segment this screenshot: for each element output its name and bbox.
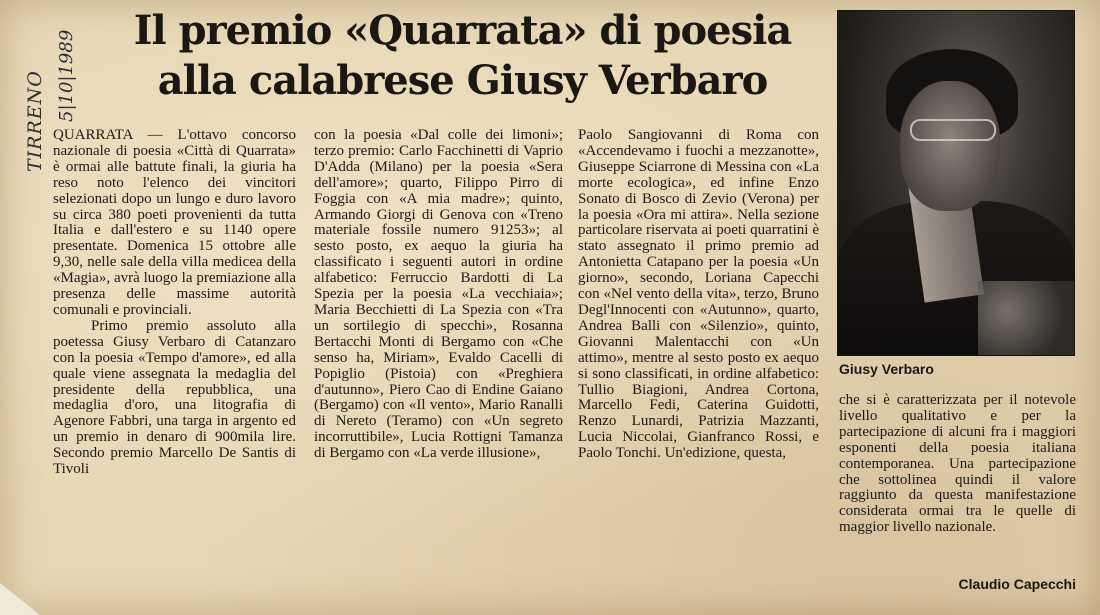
article-column-1 bbox=[53, 128, 296, 608]
photo-face bbox=[900, 81, 1000, 211]
headline-line-2: alla calabrese Giusy Verbaro bbox=[157, 57, 768, 104]
headline-line-1: Il premio «Quarrata» di poesia bbox=[133, 7, 792, 54]
photo-glasses bbox=[910, 119, 996, 141]
torn-corner bbox=[0, 583, 40, 615]
article-headline bbox=[100, 6, 825, 114]
column-3-text: Paolo Sangiovanni di Roma con «Accendevamo i fuochi a mezzanotte», Giuseppe Sciarrone di Messina con «La morte ecologica», ed infine Enzo Sonato di Bosco di Zevio (Verona) per la poesia «Ora mi attira». Nella sezione particolare riservata ai poeti quarratini è stato assegnato il primo premio ad Antonietta Catapano per la poesia «Un giorno», secondo, Loriana Capecchi con «Nel vento della vita», terzo, Bruno Degl'Innocenti con «Autunno», quarto, Andrea Balli con «Silenzio», quinto, Giovanni Malentacchi con «Un attimo», mentre al sesto posto ex aequo si sono classificati, in ordine alfabetico: Tullio Biagioni, Andrea Cortona, Marcello Fedi, Caterina Guidotti, Renzo Lunardi, Patrizia Mazzanti, Lucia Niccolai, Gianfranco Rossi, e Paolo Tonchi. Un'edizione, questa, bbox=[578, 127, 819, 462]
article-column-2 bbox=[314, 128, 563, 608]
article-column-3 bbox=[578, 128, 819, 608]
photo-flowers bbox=[978, 281, 1075, 356]
author-byline: Claudio Capecchi bbox=[958, 576, 1076, 592]
column-1-paragraph-2: Primo premio assoluto alla poetessa Giusy Verbaro di Catanzaro con la poesia «Tempo d'amore», ed alla quale viene assegnata la medaglia del presidente della repubblica, una medaglia d'oro, una litografia di Agenore Fabbri, una targa in argento ed un premio in denaro di 900mila lire. Secondo premio Marcello De Santis di Tivoli bbox=[53, 317, 296, 478]
column-2-text: con la poesia «Dal colle dei limoni»; terzo premio: Carlo Facchinetti di Vaprio D'Adda (Milano) per la poesia «Sera dell'amore»; quarto, Filippo Pirro di Foggia con «A mia madre»; quinto, Armando Giorgi di Genova con «Treno materiale fossile numero 91253»; al sesto posto, ex aequo la giuria ha classificato i seguenti autori in ordine alfabetico: Ferruccio Bardotti di La Spezia per la poesia «La vecchiaia»; Maria Becchietti di La Spezia con «Tra un sortilegio di specchi», Rosanna Bertacchi Monti di Bergamo con «Che senso ha, Miriam», Evaldo Cacelli di Popiglio (Pistoia) con «Preghiera d'autunno», Piero Cao di Endine Gaiano (Bergamo) con «Il vento», Mario Ranalli di Nereto (Teramo) con «Un segreto incorruttibile», Lucia Rottigni Tamanza di Bergamo con «La verde illusione», bbox=[314, 127, 563, 462]
portrait-photo bbox=[837, 10, 1075, 356]
column-4-text: che si è caratterizzata per il notevole livello qualitativo e per la partecipazione di alcuni fra i maggiori esponenti della poesia italiana contemporanea. Una partecipazione che sottolinea quindi il valore raggiunto da questa manifestazione considerata ormai tra le quelle di maggior livello nazionale. bbox=[839, 392, 1076, 536]
handwritten-date: 5|10|1989 bbox=[56, 29, 77, 122]
photo-caption: Giusy Verbaro bbox=[839, 361, 934, 377]
column-1-paragraph-1: QUARRATA — L'ottavo concorso nazionale di poesia «Città di Quarrata» è ormai alle battute finali, la giuria ha reso noto l'elenco dei vincitori selezionati dopo un lungo e duro lavoro su circa 380 poeti provenienti da tutta Italia e dall'estero e su 1140 opere presentate. Domenica 15 ottobre alle 9,30, nelle sale della villa medicea della «Magia», avrà luogo la premiazione alla presenza delle massime autorità comunali e provinciali. bbox=[53, 127, 296, 318]
handwritten-newspaper-name: TIRRENO bbox=[24, 70, 46, 172]
article-column-4 bbox=[839, 393, 1076, 573]
